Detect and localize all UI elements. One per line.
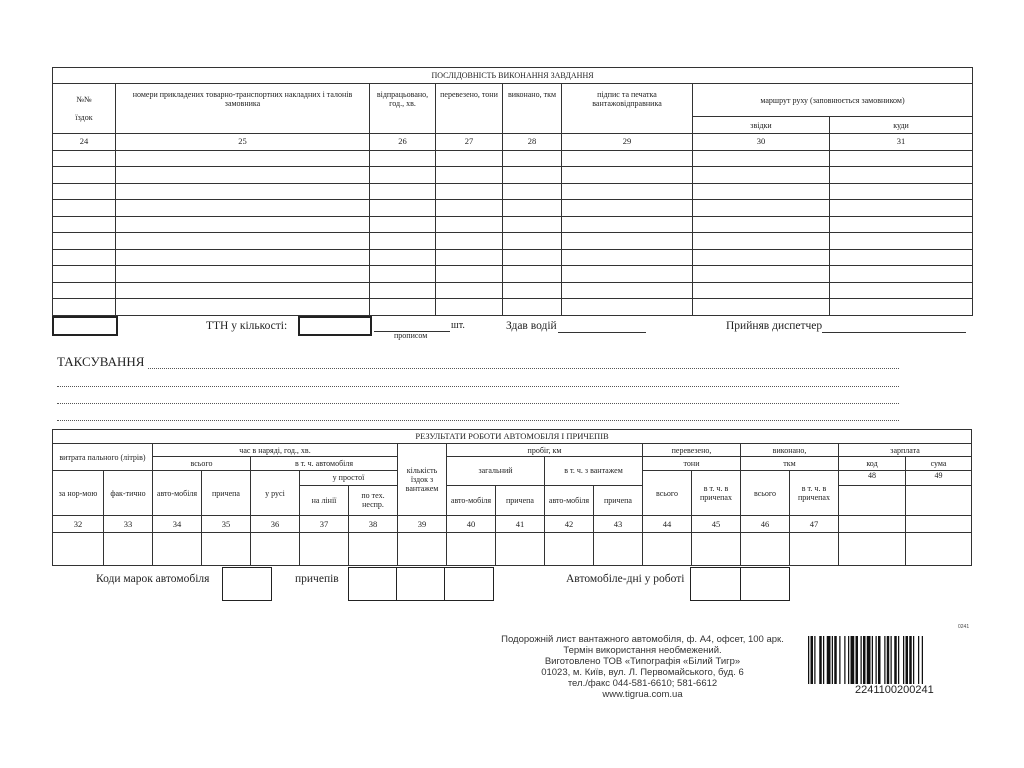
task-cell[interactable] <box>53 183 116 200</box>
results-cell[interactable] <box>906 533 972 566</box>
imprint-line: 01023, м. Київ, вул. Л. Первомайського, буд. 6 <box>541 667 744 678</box>
task-cell[interactable] <box>436 266 503 283</box>
task-cell[interactable] <box>830 183 973 200</box>
salary-sum-cell[interactable] <box>906 485 972 515</box>
col-number: 27 <box>436 134 503 151</box>
col-carried: перевезено, тони <box>436 84 503 134</box>
barcode-bar <box>878 636 881 684</box>
taxation-line-3[interactable] <box>57 393 899 404</box>
task-cell[interactable] <box>830 233 973 250</box>
car-days-box-2[interactable] <box>740 567 790 601</box>
col-number: 31 <box>830 134 973 151</box>
task-cell[interactable] <box>53 266 116 283</box>
barcode-bar <box>861 636 862 684</box>
barcode-bar <box>823 636 824 684</box>
task-row <box>53 150 973 167</box>
task-row <box>53 200 973 217</box>
barcode-bar <box>898 636 899 684</box>
task-cell[interactable] <box>116 233 370 250</box>
task-cell[interactable] <box>503 150 562 167</box>
task-cell[interactable] <box>370 216 436 233</box>
task-cell[interactable] <box>53 282 116 299</box>
task-row <box>53 233 973 250</box>
results-cell[interactable] <box>545 533 594 566</box>
imprint-line: Подорожній лист вантажного автомобіля, ф. А4, офсет, 100 арк. <box>501 634 784 645</box>
task-cell[interactable] <box>436 167 503 184</box>
barcode-bar <box>906 636 909 684</box>
col-number: 42 <box>545 516 594 533</box>
task-row <box>53 216 973 233</box>
task-cell[interactable] <box>116 266 370 283</box>
col-number: 28 <box>503 134 562 151</box>
imprint-line: www.tigrua.com.ua <box>602 689 683 700</box>
barcode-number: 2241100200241 <box>855 684 934 696</box>
col-mileage-total: загальний <box>447 457 545 486</box>
taxation-label: ТАКСУВАННЯ <box>57 354 145 369</box>
barcode-bar <box>867 636 871 684</box>
task-cell[interactable] <box>693 167 830 184</box>
task-cell[interactable] <box>370 167 436 184</box>
col-number: 26 <box>370 134 436 151</box>
barcode-bar <box>834 636 837 684</box>
col-number: 36 <box>251 516 300 533</box>
barcode-bar <box>856 636 859 684</box>
task-cell[interactable] <box>116 299 370 316</box>
results-table <box>52 429 972 566</box>
task-cell[interactable] <box>53 200 116 217</box>
task-cell[interactable] <box>693 233 830 250</box>
task-cell[interactable] <box>693 200 830 217</box>
task-cell[interactable] <box>116 282 370 299</box>
col-in-motion: у русі <box>251 471 300 516</box>
task-cell[interactable] <box>693 249 830 266</box>
barcode-bar <box>894 636 897 684</box>
barcode-bar <box>808 636 809 684</box>
task-cell[interactable] <box>562 167 693 184</box>
col-code: код <box>839 457 906 471</box>
col-salary: зарплата <box>839 444 972 457</box>
task-cell[interactable] <box>53 150 116 167</box>
task-sequence-table <box>52 67 973 316</box>
col-time: час в наряді, год., хв. <box>153 444 398 457</box>
col-number: 44 <box>643 516 692 533</box>
col-number: 30 <box>693 134 830 151</box>
col-loaded-auto: авто-мобіля <box>545 485 594 515</box>
results-number-row <box>53 516 972 533</box>
results-table-title: РЕЗУЛЬТАТИ РОБОТИ АВТОМОБІЛЯ І ПРИЧЕПІВ <box>53 430 972 444</box>
ttn-number-box[interactable] <box>298 316 372 336</box>
task-cell[interactable] <box>436 249 503 266</box>
salary-number-cell <box>906 516 972 533</box>
task-cell[interactable] <box>562 299 693 316</box>
col-route: маршрут руху (заповнюється замовником) <box>693 84 973 117</box>
imprint-line: тел./факс 044-581-6610; 581-6612 <box>567 678 718 689</box>
task-cell[interactable] <box>693 266 830 283</box>
task-cell[interactable] <box>503 282 562 299</box>
car-code-box[interactable] <box>222 567 272 601</box>
results-cell[interactable] <box>692 533 741 566</box>
col-number: 46 <box>741 516 790 533</box>
barcode-bar <box>819 636 822 684</box>
trailer-code-box-1[interactable] <box>348 567 397 601</box>
task-cell[interactable] <box>562 183 693 200</box>
ttn-label: ТТН у кількості: <box>206 320 288 332</box>
col-time-total: всього <box>153 457 251 471</box>
task-cell[interactable] <box>693 299 830 316</box>
taxation-line-2[interactable] <box>57 376 899 387</box>
task-cell[interactable] <box>116 183 370 200</box>
col-number: 41 <box>496 516 545 533</box>
col-number: 47 <box>790 516 839 533</box>
barcode-bar <box>848 636 849 684</box>
barcode-bar <box>872 636 873 684</box>
task-cell[interactable] <box>693 282 830 299</box>
task-cell[interactable] <box>436 299 503 316</box>
col-idle: у простої <box>300 471 398 486</box>
task-cell[interactable] <box>830 266 973 283</box>
col-number: 35 <box>202 516 251 533</box>
task-cell[interactable] <box>503 167 562 184</box>
task-cell[interactable] <box>436 183 503 200</box>
task-cell[interactable] <box>503 183 562 200</box>
col-carried-b: перевезено, <box>643 444 741 457</box>
driver-signature-line[interactable] <box>558 320 646 333</box>
task-cell[interactable] <box>562 233 693 250</box>
results-cell[interactable] <box>741 533 790 566</box>
col-fuel-fact: фак-тично <box>104 471 153 516</box>
col-mileage-loaded: в т. ч. з вантажем <box>545 457 643 486</box>
imprint <box>480 634 805 700</box>
barcode-bar <box>827 636 831 684</box>
sht-label: шт. <box>451 320 465 331</box>
task-cell[interactable] <box>503 216 562 233</box>
results-cell[interactable] <box>594 533 643 566</box>
task-cell[interactable] <box>503 266 562 283</box>
task-cell[interactable] <box>830 200 973 217</box>
task-cell[interactable] <box>830 216 973 233</box>
task-cell[interactable] <box>830 249 973 266</box>
task-cell[interactable] <box>116 249 370 266</box>
task-cell[interactable] <box>53 249 116 266</box>
col-tech: по тех. неспр. <box>349 485 398 515</box>
barcode-bar <box>844 636 845 684</box>
trailers-label: причепів <box>295 573 339 585</box>
task-cell[interactable] <box>830 150 973 167</box>
col-loaded-trailer: причепа <box>594 485 643 515</box>
col-sign: підпис та печатка вантажовідправника <box>562 84 693 134</box>
car-days-box-1[interactable] <box>690 567 741 601</box>
col-on-line: на лінії <box>300 485 349 515</box>
barcode-bar <box>922 636 923 684</box>
task-cell[interactable] <box>503 233 562 250</box>
task-cell[interactable] <box>370 233 436 250</box>
results-cell[interactable] <box>53 533 104 566</box>
barcode-bar <box>832 636 833 684</box>
driver-label: Здав водій <box>506 320 557 332</box>
barcode-bar <box>887 636 890 684</box>
results-cell[interactable] <box>643 533 692 566</box>
task-cell[interactable] <box>436 150 503 167</box>
task-row <box>53 266 973 283</box>
task-cell[interactable] <box>562 150 693 167</box>
task-cell[interactable] <box>830 282 973 299</box>
task-cell[interactable] <box>436 200 503 217</box>
barcode-bar <box>814 636 815 684</box>
task-cell[interactable] <box>830 299 973 316</box>
car-days-label: Автомобіле-дні у роботі <box>566 573 685 585</box>
task-cell[interactable] <box>693 216 830 233</box>
trailer-code-box-2[interactable] <box>396 567 446 601</box>
col-incl-auto: в т. ч. автомобіля <box>251 457 398 471</box>
task-row <box>53 183 973 200</box>
col-mileage-trailer: причепа <box>496 485 545 515</box>
task-cell[interactable] <box>116 200 370 217</box>
task-cell[interactable] <box>53 299 116 316</box>
task-row <box>53 299 973 316</box>
barcode-bar <box>903 636 904 684</box>
task-cell[interactable] <box>562 200 693 217</box>
barcode-bar <box>851 636 855 684</box>
ttn-count-box[interactable] <box>52 316 118 336</box>
barcode-bar <box>876 636 877 684</box>
small-code: 0241 <box>958 624 970 630</box>
col-number: 33 <box>104 516 153 533</box>
task-cell[interactable] <box>436 216 503 233</box>
task-row <box>53 167 973 184</box>
barcode-bar <box>863 636 866 684</box>
col-time-trailer: причепа <box>202 471 251 516</box>
col-48: 48 <box>839 471 906 486</box>
barcode-bar <box>918 636 919 684</box>
col-number: 24 <box>53 134 116 151</box>
results-cell[interactable] <box>496 533 545 566</box>
col-number: 32 <box>53 516 104 533</box>
col-number: 34 <box>153 516 202 533</box>
task-cell[interactable] <box>53 216 116 233</box>
barcode-bar <box>811 636 814 684</box>
col-number: 39 <box>398 516 447 533</box>
task-cell[interactable] <box>436 282 503 299</box>
dispatcher-label: Прийняв диспетчер <box>726 320 823 332</box>
col-tkm-trailers: в т. ч. в причепах <box>790 471 839 516</box>
task-cell[interactable] <box>436 233 503 250</box>
col-tkm: ткм <box>741 457 839 471</box>
task-cell[interactable] <box>116 167 370 184</box>
task-cell[interactable] <box>370 183 436 200</box>
task-cell[interactable] <box>370 200 436 217</box>
task-cell[interactable] <box>370 150 436 167</box>
salary-code-cell[interactable] <box>839 485 906 515</box>
barcode-bar <box>909 636 912 684</box>
results-cell[interactable] <box>202 533 251 566</box>
col-done-b: виконано, <box>741 444 839 457</box>
task-cell[interactable] <box>562 266 693 283</box>
col-to: куди <box>830 117 973 134</box>
col-tons-total: всього <box>643 471 692 516</box>
task-cell[interactable] <box>53 233 116 250</box>
task-cell[interactable] <box>562 216 693 233</box>
col-fuel-norm: за нор-мою <box>53 471 104 516</box>
results-cell[interactable] <box>839 533 906 566</box>
task-cell[interactable] <box>370 282 436 299</box>
task-cell[interactable] <box>562 282 693 299</box>
col-fuel: витрата пального (літрів) <box>53 444 153 471</box>
imprint-line: Виготовлено ТОВ «Типографія «Білий Тигр» <box>544 656 741 667</box>
results-data-row <box>53 533 972 566</box>
task-cell[interactable] <box>503 249 562 266</box>
results-cell[interactable] <box>300 533 349 566</box>
col-49: 49 <box>906 471 972 486</box>
task-cell[interactable] <box>116 216 370 233</box>
col-number: 43 <box>594 516 643 533</box>
col-number: 25 <box>116 134 370 151</box>
results-cell[interactable] <box>349 533 398 566</box>
col-number: 37 <box>300 516 349 533</box>
car-codes-label: Коди марок автомобіля <box>96 573 210 585</box>
col-trips: кількість їздок з вантажем <box>398 444 447 516</box>
col-trip-number <box>53 84 116 134</box>
imprint-line: Термін використання необмежений. <box>563 645 722 656</box>
col-mileage-auto: авто-мобіля <box>447 485 496 515</box>
task-cell[interactable] <box>370 266 436 283</box>
col-mileage: пробіг, км <box>447 444 643 457</box>
col-worked: відпрацьовано, год., хв. <box>370 84 436 134</box>
barcode-bar <box>839 636 840 684</box>
barcode-bar <box>913 636 914 684</box>
task-cell[interactable] <box>830 167 973 184</box>
col-from: звідки <box>693 117 830 134</box>
col-trip-number-a: №№ <box>76 95 92 104</box>
task-cell[interactable] <box>53 167 116 184</box>
results-cell[interactable] <box>398 533 447 566</box>
col-done: виконано, ткм <box>503 84 562 134</box>
col-time-auto: авто-мобіля <box>153 471 202 516</box>
col-sum: сума <box>906 457 972 471</box>
task-cell[interactable] <box>693 150 830 167</box>
task-row <box>53 249 973 266</box>
taxation-line-4[interactable] <box>57 410 899 421</box>
col-number: 40 <box>447 516 496 533</box>
dispatcher-signature-line[interactable] <box>822 320 966 333</box>
col-number: 38 <box>349 516 398 533</box>
task-table-title: ПОСЛІДОВНІСТЬ ВИКОНАННЯ ЗАВДАННЯ <box>53 68 973 84</box>
task-cell[interactable] <box>116 150 370 167</box>
results-cell[interactable] <box>251 533 300 566</box>
col-invoices: номери прикладених товарно-транспортних накладних і талонів замовника <box>116 84 370 134</box>
task-cell[interactable] <box>503 200 562 217</box>
results-cell[interactable] <box>790 533 839 566</box>
task-cell[interactable] <box>370 299 436 316</box>
col-number: 29 <box>562 134 693 151</box>
barcode-image <box>806 636 976 684</box>
task-row <box>53 282 973 299</box>
taxation-line-1[interactable] <box>148 357 899 369</box>
results-cell[interactable] <box>447 533 496 566</box>
task-cell[interactable] <box>693 183 830 200</box>
col-tons-trailers: в т. ч. в причепах <box>692 471 741 516</box>
results-cell[interactable] <box>153 533 202 566</box>
col-tkm-total: всього <box>741 471 790 516</box>
task-cell[interactable] <box>370 249 436 266</box>
col-trip-number-b: їздок <box>75 113 93 122</box>
task-cell[interactable] <box>503 299 562 316</box>
results-cell[interactable] <box>104 533 153 566</box>
col-number: 45 <box>692 516 741 533</box>
salary-number-cell <box>839 516 906 533</box>
task-cell[interactable] <box>562 249 693 266</box>
trailer-code-box-3[interactable] <box>444 567 494 601</box>
propysom-label: прописом <box>394 331 428 340</box>
col-tons: тони <box>643 457 741 471</box>
barcode-bar <box>891 636 892 684</box>
barcode-bar <box>884 636 885 684</box>
